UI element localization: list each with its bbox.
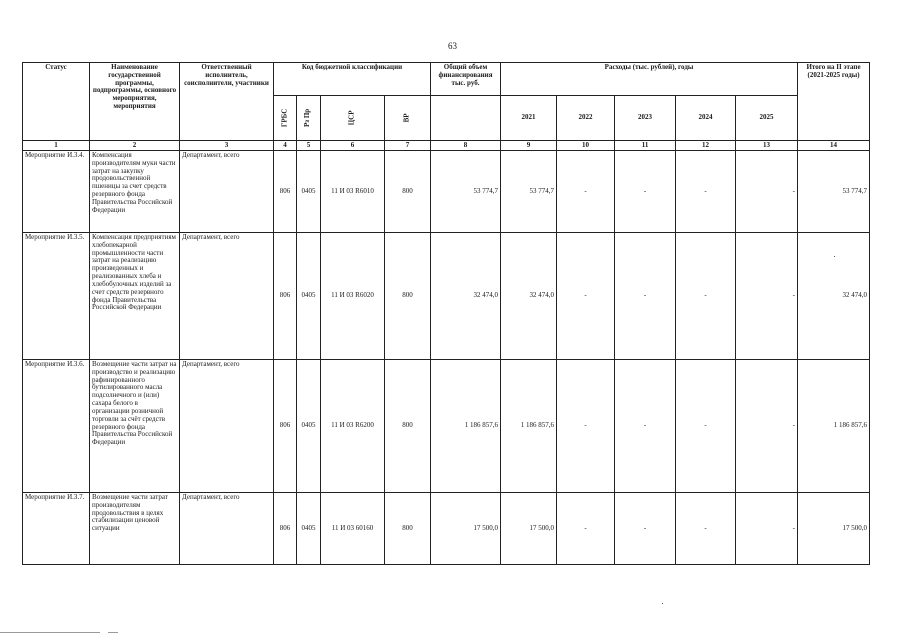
header-csr <box>321 96 385 141</box>
column-number: 3 <box>180 141 274 151</box>
year-2022-cell: - <box>557 360 615 493</box>
status-cell: Мероприятие И.3.5. <box>23 233 90 360</box>
stage-total-cell: 17 500,0 <box>798 493 870 565</box>
year-2021-cell: 1 186 857,6 <box>501 360 557 493</box>
year-2023-cell: - <box>615 360 676 493</box>
year-2021-cell: 32 474,0 <box>501 233 557 360</box>
column-number: 13 <box>736 141 798 151</box>
csr-cell: 11 И 03 60160 <box>321 493 385 565</box>
vr-cell: 800 <box>385 360 431 493</box>
column-number: 14 <box>798 141 870 151</box>
header-year-2022: 2022 <box>557 96 615 141</box>
name-cell: Возмещение части затрат производителям продовольствия в целях стабилизации ценовой ситуации <box>90 493 180 565</box>
column-number: 5 <box>297 141 321 151</box>
header-grbs-label: ГРБС <box>280 108 289 128</box>
budget-table <box>22 62 870 565</box>
csr-cell: 11 И 03 R6200 <box>321 360 385 493</box>
rzpr-cell: 0405 <box>297 233 321 360</box>
scan-artifact-line <box>0 632 100 633</box>
year-2023-cell: - <box>615 151 676 233</box>
stage-total-cell: 32 474,0 <box>798 233 870 360</box>
year-2023-cell: - <box>615 493 676 565</box>
year-2025-cell: - <box>736 360 798 493</box>
year-2022-cell: - <box>557 493 615 565</box>
header-csr-label: ЦСР <box>347 110 356 126</box>
total-cell: 17 500,0 <box>431 493 501 565</box>
scan-artifact-dot <box>834 256 835 257</box>
year-2024-cell: - <box>676 151 736 233</box>
vr-cell: 800 <box>385 493 431 565</box>
table-row <box>23 493 870 565</box>
header-rzpr <box>297 96 321 141</box>
header-row-top <box>23 63 870 96</box>
header-vr <box>385 96 431 141</box>
column-number: 2 <box>90 141 180 151</box>
column-number: 9 <box>501 141 557 151</box>
header-total-blank <box>431 96 501 141</box>
csr-cell: 11 И 03 R6020 <box>321 233 385 360</box>
executor-cell: Департамент, всего <box>180 360 274 493</box>
header-total: Общий объем финансирования тыс. руб. <box>431 63 501 96</box>
header-year-2025: 2025 <box>736 96 798 141</box>
table-row <box>23 233 870 360</box>
total-cell: 53 774,7 <box>431 151 501 233</box>
year-2025-cell: - <box>736 151 798 233</box>
executor-cell: Департамент, всего <box>180 493 274 565</box>
year-2022-cell: - <box>557 151 615 233</box>
year-2023-cell: - <box>615 233 676 360</box>
header-stage-total: Итого на II этапе (2021-2025 годы) <box>798 63 870 141</box>
header-rzpr-label: Рз Пр <box>303 108 312 128</box>
header-status: Статус <box>23 63 90 141</box>
year-2024-cell: - <box>676 493 736 565</box>
column-number: 1 <box>23 141 90 151</box>
scan-artifact-dot <box>662 603 663 604</box>
executor-cell: Департамент, всего <box>180 151 274 233</box>
vr-cell: 800 <box>385 151 431 233</box>
year-2022-cell: - <box>557 233 615 360</box>
year-2021-cell: 53 774,7 <box>501 151 557 233</box>
name-cell: Компенсация предприятиям хлебопекарной промышленности части затрат на реализацию произведенных и реализованных хлеба и хлебобулочных изделий за счет средств резервного фонда Правительства Российской Федерации <box>90 233 180 360</box>
column-number: 10 <box>557 141 615 151</box>
total-cell: 32 474,0 <box>431 233 501 360</box>
header-vr-label: ВР <box>402 113 411 123</box>
header-year-2021: 2021 <box>501 96 557 141</box>
rzpr-cell: 0405 <box>297 360 321 493</box>
header-budget-code: Код бюджетной классификации <box>274 63 431 96</box>
year-2025-cell: - <box>736 493 798 565</box>
header-grbs <box>274 96 297 141</box>
column-number-row <box>23 141 870 151</box>
page-number: 63 <box>448 41 457 51</box>
executor-cell: Департамент, всего <box>180 233 274 360</box>
column-number: 6 <box>321 141 385 151</box>
header-name: Наименование государственной программы, подпрограммы, основного мероприятия, мероприятия <box>90 63 180 141</box>
year-2024-cell: - <box>676 233 736 360</box>
column-number: 11 <box>615 141 676 151</box>
name-cell: Возмещение части затрат на производство и реализацию рафинированного бутилированного масла подсолнечного и (или) сахара белого в организации розничной торговли за счёт средств резервного фонда Правительства Российской Федерации <box>90 360 180 493</box>
grbs-cell: 806 <box>274 233 297 360</box>
grbs-cell: 806 <box>274 493 297 565</box>
header-year-2024: 2024 <box>676 96 736 141</box>
status-cell: Мероприятие И.3.4. <box>23 151 90 233</box>
stage-total-cell: 53 774,7 <box>798 151 870 233</box>
grbs-cell: 806 <box>274 151 297 233</box>
csr-cell: 11 И 03 R6010 <box>321 151 385 233</box>
grbs-cell: 806 <box>274 360 297 493</box>
column-number: 4 <box>274 141 297 151</box>
header-executor: Ответственный исполнитель, соисполнители, участники <box>180 63 274 141</box>
column-number: 8 <box>431 141 501 151</box>
rzpr-cell: 0405 <box>297 493 321 565</box>
year-2024-cell: - <box>676 360 736 493</box>
column-number: 7 <box>385 141 431 151</box>
header-expenses: Расходы (тыс. рублей), годы <box>501 63 798 96</box>
year-2021-cell: 17 500,0 <box>501 493 557 565</box>
table-row <box>23 151 870 233</box>
vr-cell: 800 <box>385 233 431 360</box>
year-2025-cell: - <box>736 233 798 360</box>
status-cell: Мероприятие И.3.7. <box>23 493 90 565</box>
total-cell: 1 186 857,6 <box>431 360 501 493</box>
status-cell: Мероприятие И.3.6. <box>23 360 90 493</box>
table-row <box>23 360 870 493</box>
rzpr-cell: 0405 <box>297 151 321 233</box>
name-cell: Компенсация производителям муки части затрат на закупку продовольственной пшеницы за счет средств резервного фонда Правительства Российской Федерации <box>90 151 180 233</box>
stage-total-cell: 1 186 857,6 <box>798 360 870 493</box>
header-year-2023: 2023 <box>615 96 676 141</box>
column-number: 12 <box>676 141 736 151</box>
scan-artifact-line <box>108 632 118 633</box>
